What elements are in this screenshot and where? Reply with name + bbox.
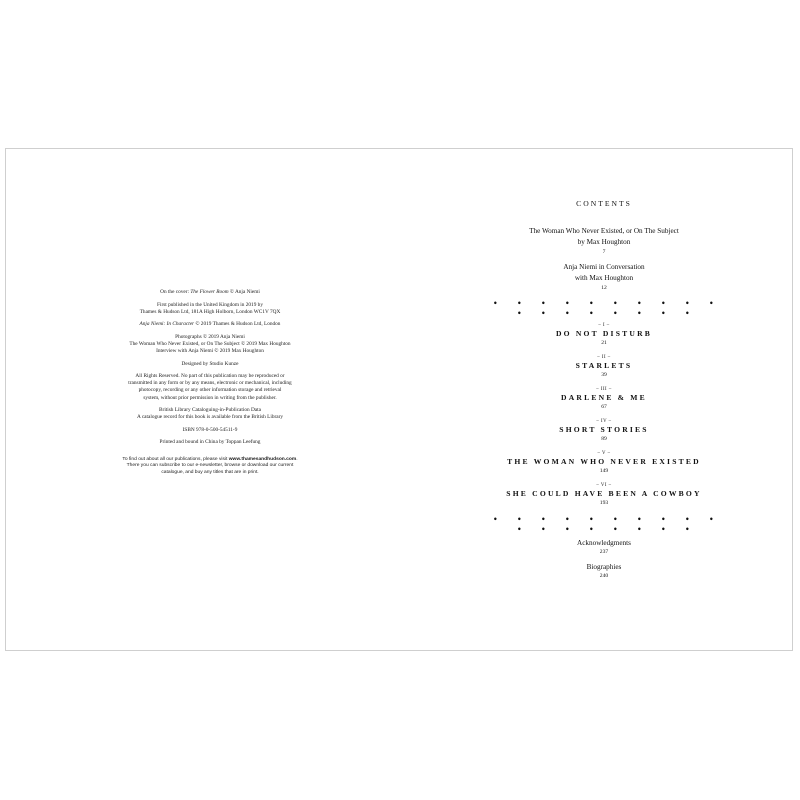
page-number: 21 bbox=[601, 340, 607, 346]
cataloguing-data: British Library Cataloguing-in-Publication Data A catalogue record for this book is available from the British Library bbox=[136, 407, 284, 421]
back-matter-entry bbox=[474, 538, 734, 556]
chapter-title: SHE COULD HAVE BEEN A COWBOY bbox=[506, 489, 702, 498]
chapter-title: STARLETS bbox=[575, 361, 633, 370]
chapter-entry bbox=[474, 354, 734, 379]
dotted-divider: • • • • • • • • • • • • • • • • • • bbox=[493, 298, 723, 318]
isbn: ISBN 978-0-500-54511-9 bbox=[182, 426, 238, 433]
book-copyright: Anja Niemi: In Character © 2019 Thames & Hudson Ltd, London bbox=[139, 321, 281, 328]
design-credit: Designed by Studio Kunze bbox=[181, 360, 239, 367]
dotted-divider: • • • • • • • • • • • • • • • • • • bbox=[493, 514, 723, 534]
page-number: 12 bbox=[601, 285, 607, 291]
essay-entry bbox=[474, 262, 734, 292]
contents-heading: CONTENTS bbox=[576, 199, 632, 208]
chapter-number: – I – bbox=[598, 323, 610, 328]
rights-notice: All Rights Reserved. No part of this publication may be reproduced or transmitted in any form or by any means, electronic or mechanical, including photocopy, recording or any other information storage and retrieval system, without prior permission in writing from the publisher. bbox=[128, 373, 292, 401]
chapter-title: DO NOT DISTURB bbox=[555, 329, 653, 338]
chapter-number: – VI – bbox=[596, 483, 612, 488]
chapter-title: SHORT STORIES bbox=[559, 425, 649, 434]
imprint-page bbox=[98, 289, 322, 482]
contents-page bbox=[474, 199, 734, 586]
chapter-number: – IV – bbox=[596, 419, 612, 424]
page-number: 149 bbox=[599, 468, 609, 474]
chapter-entry bbox=[474, 482, 734, 507]
chapter-entry bbox=[474, 418, 734, 443]
publisher-url: www.thamesandhudson.com bbox=[228, 456, 297, 462]
chapter-entry bbox=[474, 450, 734, 475]
page-number: 193 bbox=[599, 500, 609, 506]
page-number: 240 bbox=[599, 573, 609, 579]
printer-info: Printed and bound in China by Toppan Leefung bbox=[159, 439, 261, 446]
publisher-website-note: To find out about all our publications, please visit www.thamesandhudson.com. There you can subscribe to our e-newsletter, browse or download our current catalogue, and buy any titles that are in print. bbox=[122, 456, 298, 476]
essay-entry bbox=[474, 226, 734, 256]
back-matter-title: Acknowledgments bbox=[577, 539, 631, 547]
content-credits: Photographs © 2019 Anja Niemi The Woman Who Never Existed, or On The Subject © 2019 Max Houghton Interview with Anja Niemi © 2019 Max Houghton bbox=[129, 333, 291, 355]
page-number: 7 bbox=[602, 249, 606, 255]
essay-title: Anja Niemi in Conversation with Max Houghton bbox=[563, 263, 645, 282]
back-matter-title: Biographies bbox=[586, 563, 622, 571]
cover-credit: On the cover: The Flower Room © Anja Niemi bbox=[160, 289, 260, 295]
essay-title: The Woman Who Never Existed, or On The Subject by Max Houghton bbox=[529, 227, 679, 246]
page-number: 39 bbox=[601, 372, 607, 378]
chapter-number: – III – bbox=[596, 387, 612, 392]
chapter-number: – II – bbox=[597, 355, 611, 360]
book-spread bbox=[5, 148, 793, 651]
chapter-title: THE WOMAN WHO NEVER EXISTED bbox=[507, 457, 701, 466]
chapter-number: – V – bbox=[597, 451, 611, 456]
chapter-entry bbox=[474, 386, 734, 411]
page-number: 67 bbox=[601, 404, 607, 410]
chapter-title: DARLENE & ME bbox=[561, 393, 647, 402]
page-number: 237 bbox=[599, 549, 609, 555]
chapter-entry bbox=[474, 322, 734, 347]
page-number: 89 bbox=[601, 436, 607, 442]
publication-info: First published in the United Kingdom in 2019 by Thames & Hudson Ltd, 181A High Holborn, London WC1V 7QX bbox=[139, 301, 281, 315]
back-matter-entry bbox=[474, 562, 734, 580]
